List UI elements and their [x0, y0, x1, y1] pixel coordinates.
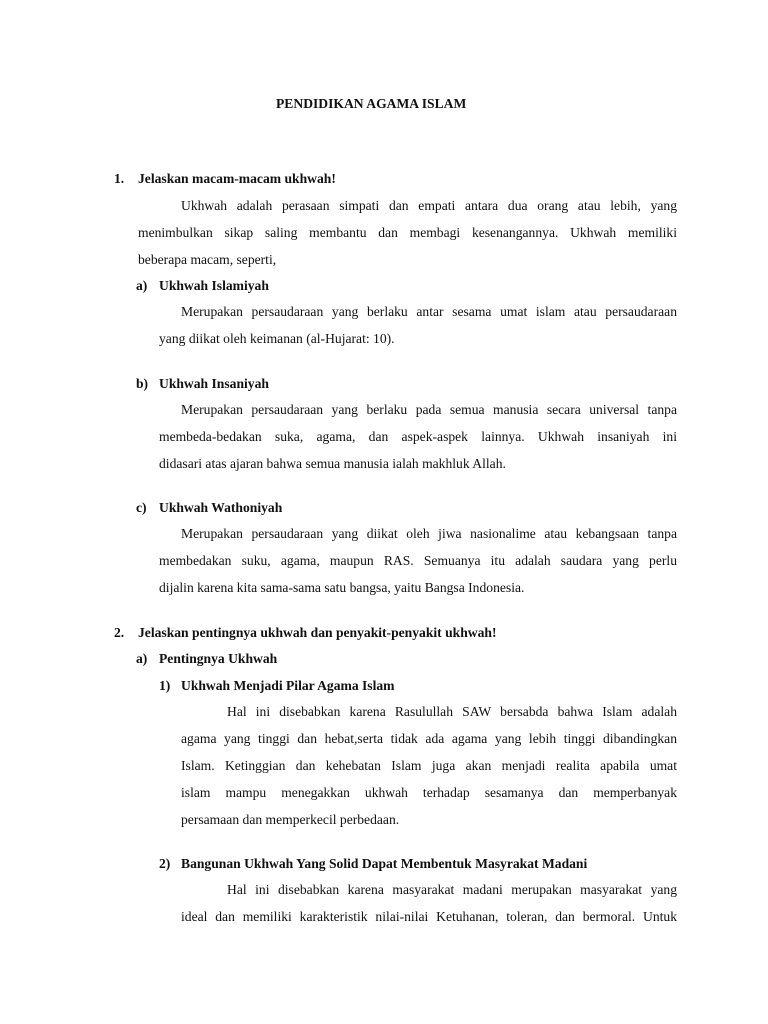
question-number: 1.: [114, 171, 125, 186]
paragraph-line: ideal dan memiliki karakteristik nilai-nilai Ketuhanan, toleran, dan bermoral. Untuk: [181, 909, 677, 924]
paragraph-line: Merupakan persaudaraan yang diikat oleh jiwa nasionalime atau kebangsaan tanpa: [181, 526, 677, 541]
question-text: Jelaskan pentingnya ukhwah dan penyakit-penyakit ukhwah!: [138, 625, 497, 640]
paragraph-line: Hal ini disebabkan karena Rasulullah SAW bersabda bahwa Islam adalah: [227, 704, 677, 719]
list-marker: a): [136, 278, 148, 293]
paragraph-line: agama yang tinggi dan hebat,serta tidak ada agama yang lebih tinggi dibandingkan: [181, 731, 677, 746]
paragraph-line: menimbulkan sikap saling membantu dan membagi kesenangannya. Ukhwah memiliki: [138, 225, 677, 240]
item-heading: Ukhwah Wathoniyah: [159, 500, 283, 515]
paragraph-line: persamaan dan memperkecil perbedaan.: [181, 812, 400, 827]
paragraph-line: Ukhwah adalah perasaan simpati dan empati antara dua orang atau lebih, yang: [181, 198, 677, 213]
question-number: 2.: [114, 625, 125, 640]
paragraph-line: beberapa macam, seperti,: [138, 252, 277, 267]
item-heading: Ukhwah Menjadi Pilar Agama Islam: [181, 678, 395, 693]
item-heading: Pentingnya Ukhwah: [159, 651, 278, 666]
paragraph-line: membeda-bedakan suka, agama, dan aspek-aspek lainnya. Ukhwah insaniyah ini: [159, 429, 677, 444]
list-marker: 2): [159, 856, 171, 871]
question-text: Jelaskan macam-macam ukhwah!: [138, 171, 336, 186]
paragraph-line: yang diikat oleh keimanan (al-Hujarat: 10).: [159, 331, 395, 346]
list-marker: 1): [159, 678, 171, 693]
paragraph-line: membedakan suku, agama, maupun RAS. Semuanya itu adalah saudara yang perlu: [159, 553, 677, 568]
paragraph-line: Hal ini disebabkan karena masyarakat madani merupakan masyarakat yang: [227, 882, 677, 897]
paragraph-line: Merupakan persaudaraan yang berlaku antar sesama umat islam atau persaudaraan: [181, 304, 677, 319]
page-title: PENDIDIKAN AGAMA ISLAM: [276, 96, 467, 111]
paragraph-line: didasari atas ajaran bahwa semua manusia ialah makhluk Allah.: [159, 456, 506, 471]
list-marker: a): [136, 651, 148, 666]
item-heading: Ukhwah Insaniyah: [159, 376, 269, 391]
list-marker: b): [136, 376, 149, 391]
item-heading: Bangunan Ukhwah Yang Solid Dapat Membentuk Masyrakat Madani: [181, 856, 588, 871]
item-heading: Ukhwah Islamiyah: [159, 278, 269, 293]
paragraph-line: islam mampu menegakkan ukhwah terhadap sesamanya dan memperbanyak: [181, 785, 677, 800]
paragraph-line: Islam. Ketinggian dan kehebatan Islam juga akan menjadi realita apabila umat: [181, 758, 677, 773]
list-marker: c): [136, 500, 147, 515]
paragraph-line: Merupakan persaudaraan yang berlaku pada semua manusia secara universal tanpa: [181, 402, 677, 417]
paragraph-line: dijalin karena kita sama-sama satu bangsa, yaitu Bangsa Indonesia.: [159, 580, 525, 595]
